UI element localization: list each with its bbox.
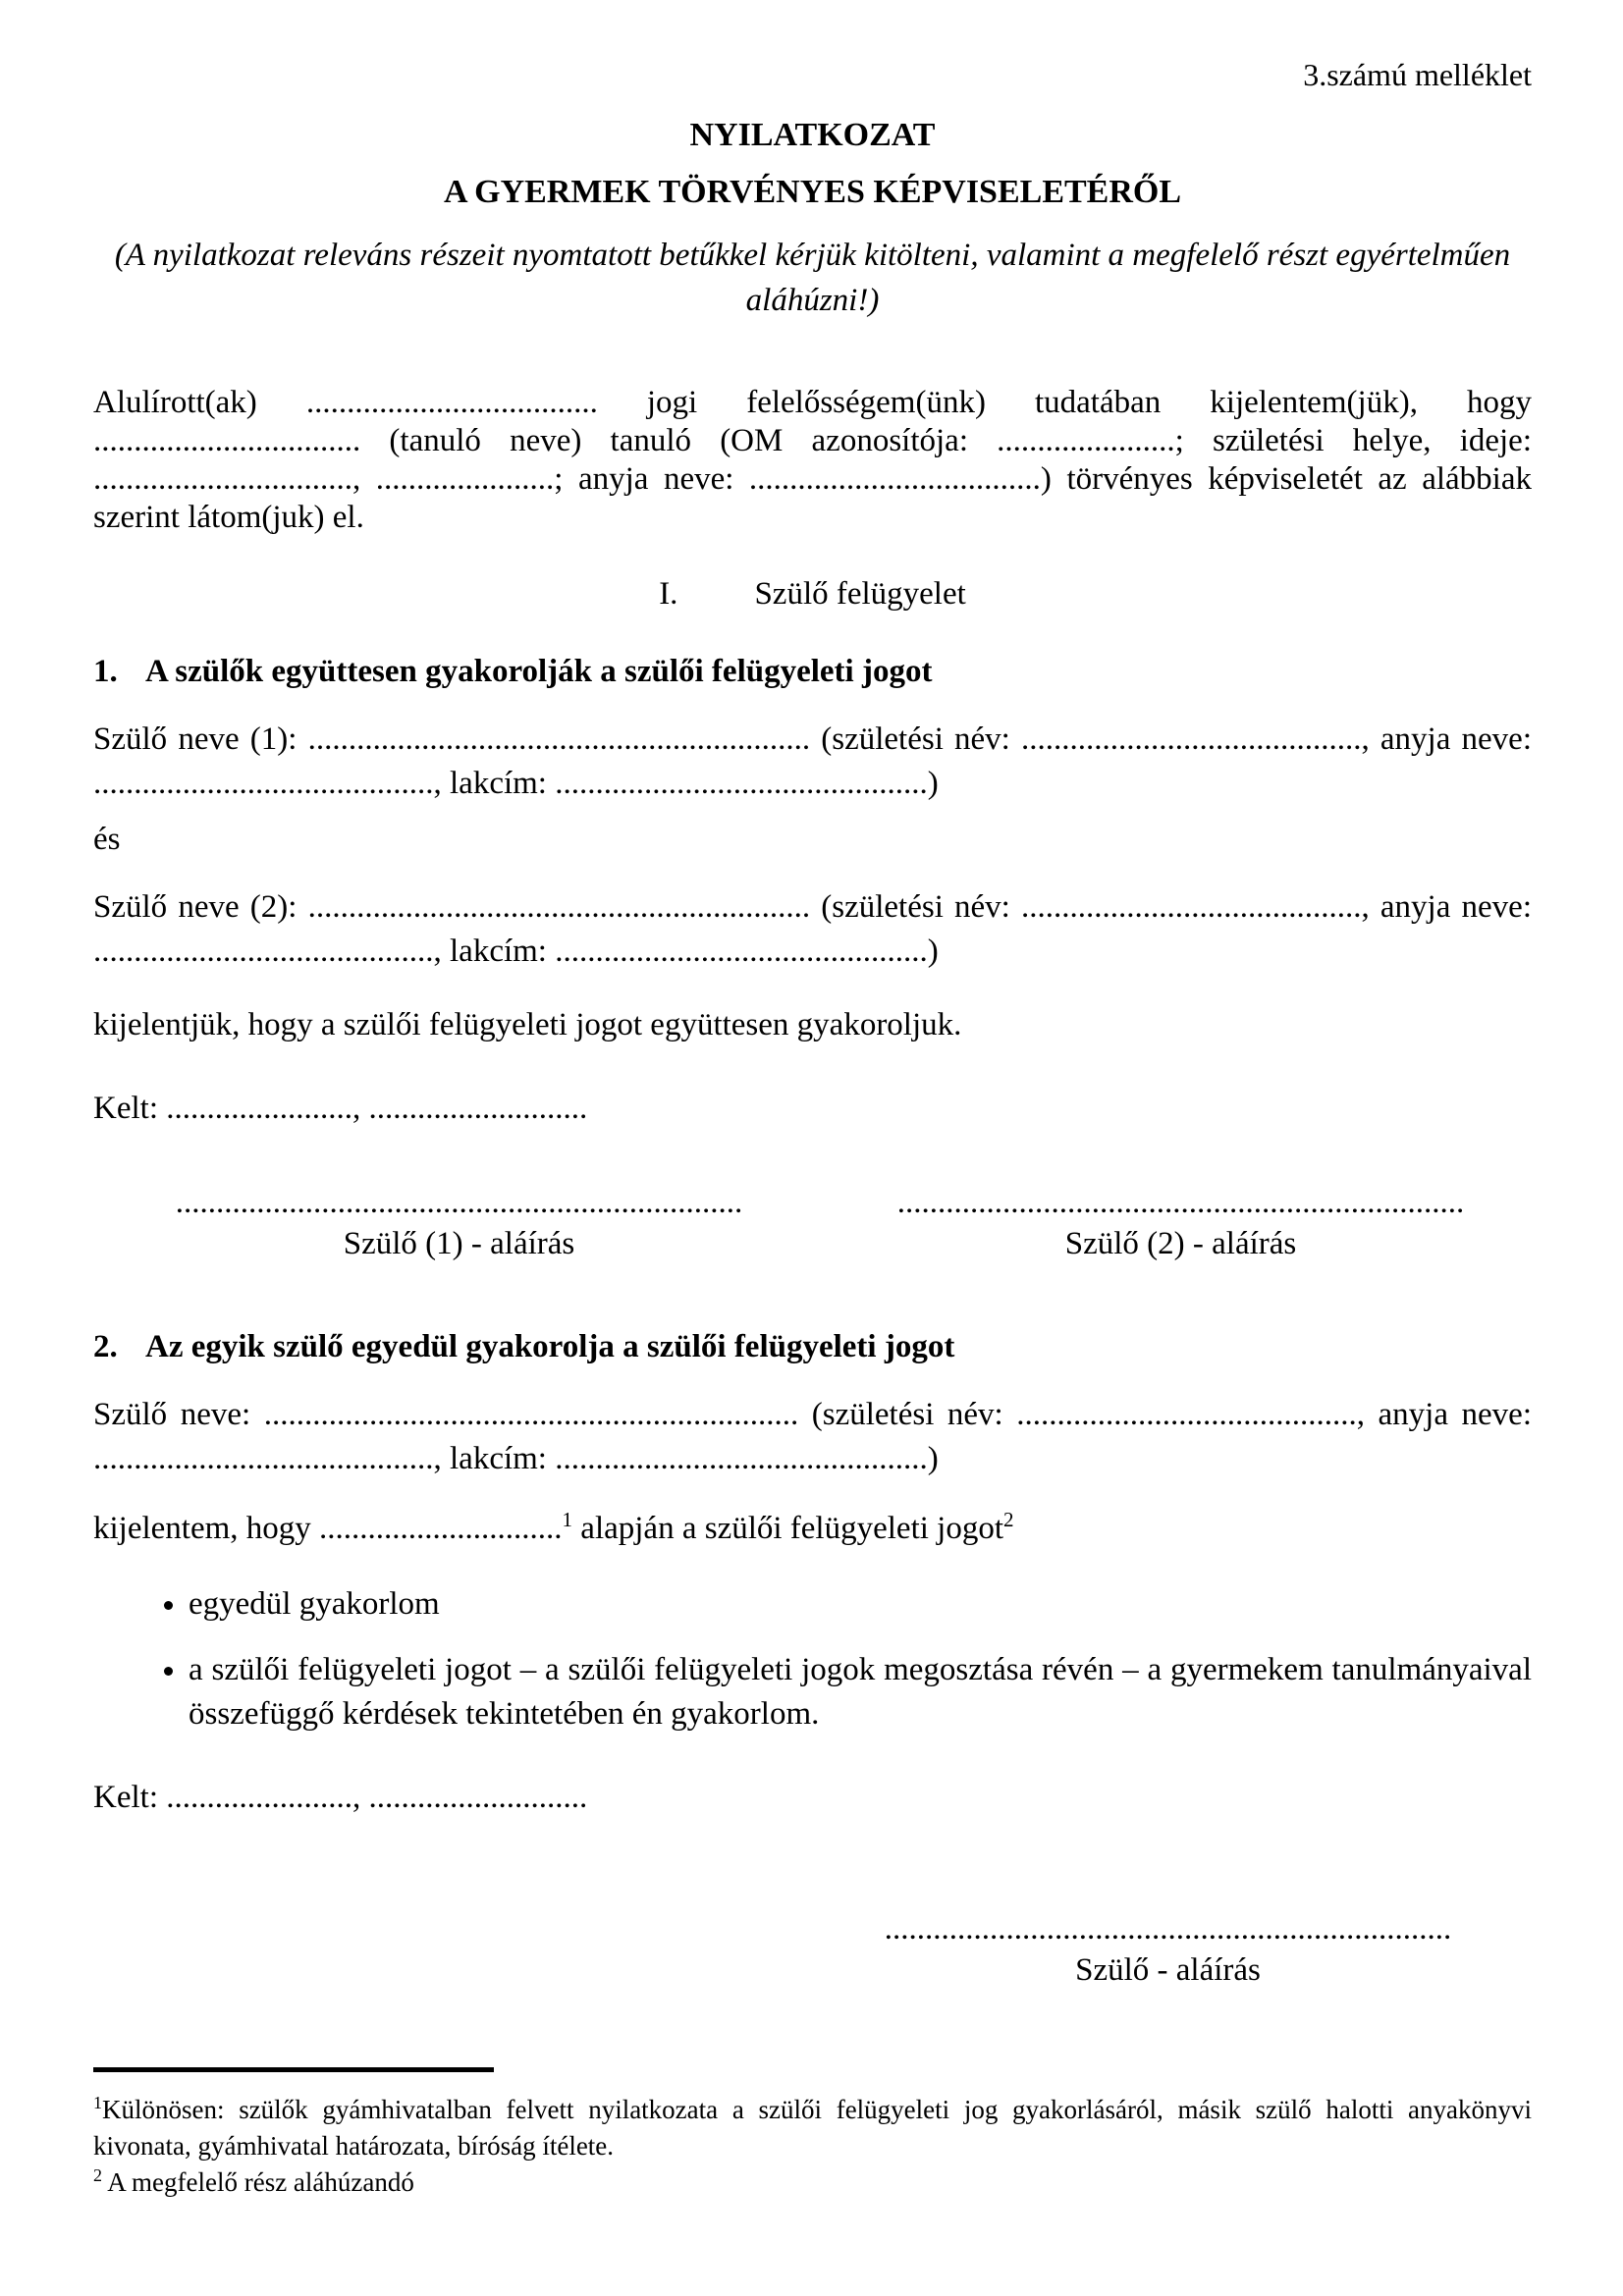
part1-number: 1. xyxy=(93,654,118,689)
statement-prefix: kijelentem, hogy xyxy=(93,1511,320,1546)
part1-date-line: Kelt: ......................., ........................... xyxy=(93,1091,588,1126)
section-label: Szülő felügyelet xyxy=(754,576,966,612)
footnote-2-marker: 2 xyxy=(93,2165,102,2185)
parent1-signature-label: Szülő (1) - aláírás xyxy=(343,1226,575,1261)
part2-heading xyxy=(93,1329,1532,1365)
footnote-2-text: A megfelelő rész aláhúzandó xyxy=(102,2167,414,2197)
footnote-1-text: Különösen: szülők gyámhivatalban felvett nyilatkozata a szülői felügyeleti jog gyakorlásáról, másik szülő halotti anyakönyvi kivonata, gyámhivatal határozata, bíróság ítélete. xyxy=(93,2095,1532,2161)
parent2-signature-block xyxy=(893,1182,1468,1264)
part2-number: 2. xyxy=(93,1329,118,1364)
statement-middle: alapján a szülői felügyeleti jogot xyxy=(572,1511,1003,1546)
part1-signature-row xyxy=(93,1182,1532,1264)
footnote-reference-2: 2 xyxy=(1003,1508,1014,1531)
part1-heading-text: A szülők együttesen gyakorolják a szülői felügyeleti jogot xyxy=(145,654,933,689)
sole-custody-statement xyxy=(93,1507,1532,1551)
part1-heading xyxy=(93,654,1532,690)
section-heading-parental-supervision xyxy=(93,576,1532,613)
custody-options-list xyxy=(93,1582,1532,1736)
option-shared-education-matters: • a szülői felügyeleti jogot – a szülői felügyeleti jogok megosztása révén – a gyermekem tanulmányaival összefüggő kérdések tekintetében én gyakorlom. xyxy=(189,1648,1532,1736)
parent1-details-paragraph: Szülő neve (1): .............................................................. (születési név: .........................................., anyja neve: .........................................., lakcím: ..............................................) xyxy=(93,721,1532,801)
sole-parent-signature-label: Szülő - aláírás xyxy=(1075,1952,1261,1988)
footnote-reference-1: 1 xyxy=(562,1508,573,1531)
statement-dotted-blank: .............................. xyxy=(319,1511,563,1546)
part2-heading-text: Az egyik szülő egyedül gyakorolja a szülői felügyeleti jogot xyxy=(145,1329,955,1364)
parent2-details-paragraph: Szülő neve (2): .............................................................. (születési név: .........................................., anyja neve: .........................................., lakcím: ..............................................) xyxy=(93,889,1532,969)
footnote-1 xyxy=(93,2092,1532,2164)
intro-paragraph: Alulírott(ak) .................................... jogi felelősségem(ünk) tudatában kijelentem(jük), hogy ................................. (tanuló neve) tanuló (OM azonosítója: ......................; születési helye, ideje: ................................, ......................; anyja neve: ....................................) törvényes képviseletét az alábbiak szerint látom(juk) el. xyxy=(93,385,1532,535)
footnote-2 xyxy=(93,2164,1532,2201)
document-title: NYILATKOZAT xyxy=(689,117,936,153)
option-sole-exercise: • egyedül gyakorlom xyxy=(189,1582,1532,1627)
sole-parent-signature-line: ...................................................................... xyxy=(884,1911,1452,1947)
part2-date-line: Kelt: ......................., ........................... xyxy=(93,1780,588,1815)
parent1-signature-block xyxy=(172,1182,746,1264)
instruction-note: (A nyilatkozat releváns részeit nyomtatott betűkkel kérjük kitölteni, valamint a megfelelő részt egyértelműen aláhúzni!) xyxy=(114,238,1511,318)
footnote-area xyxy=(93,2067,1532,2201)
footnote-separator-rule xyxy=(93,2067,494,2072)
section-numeral: I. xyxy=(659,576,678,612)
sole-parent-signature-block xyxy=(881,1908,1455,1991)
parent1-signature-line: ...................................................................... xyxy=(175,1185,743,1220)
footnote-1-marker: 1 xyxy=(93,2093,102,2112)
conjunction-and: és xyxy=(93,822,121,857)
parent2-signature-label: Szülő (2) - aláírás xyxy=(1064,1226,1297,1261)
parent2-signature-line: ...................................................................... xyxy=(896,1185,1465,1220)
document-subtitle: A GYERMEK TÖRVÉNYES KÉPVISELETÉRŐL xyxy=(443,174,1182,210)
corner-annex-note: 3.számú melléklet xyxy=(1303,57,1532,92)
joint-declaration-line: kijelentjük, hogy a szülői felügyeleti jogot együttesen gyakoroljuk. xyxy=(93,1007,962,1042)
sole-parent-details-paragraph: Szülő neve: .................................................................. (születési név: .........................................., anyja neve: .........................................., lakcím: ..............................................) xyxy=(93,1397,1532,1476)
